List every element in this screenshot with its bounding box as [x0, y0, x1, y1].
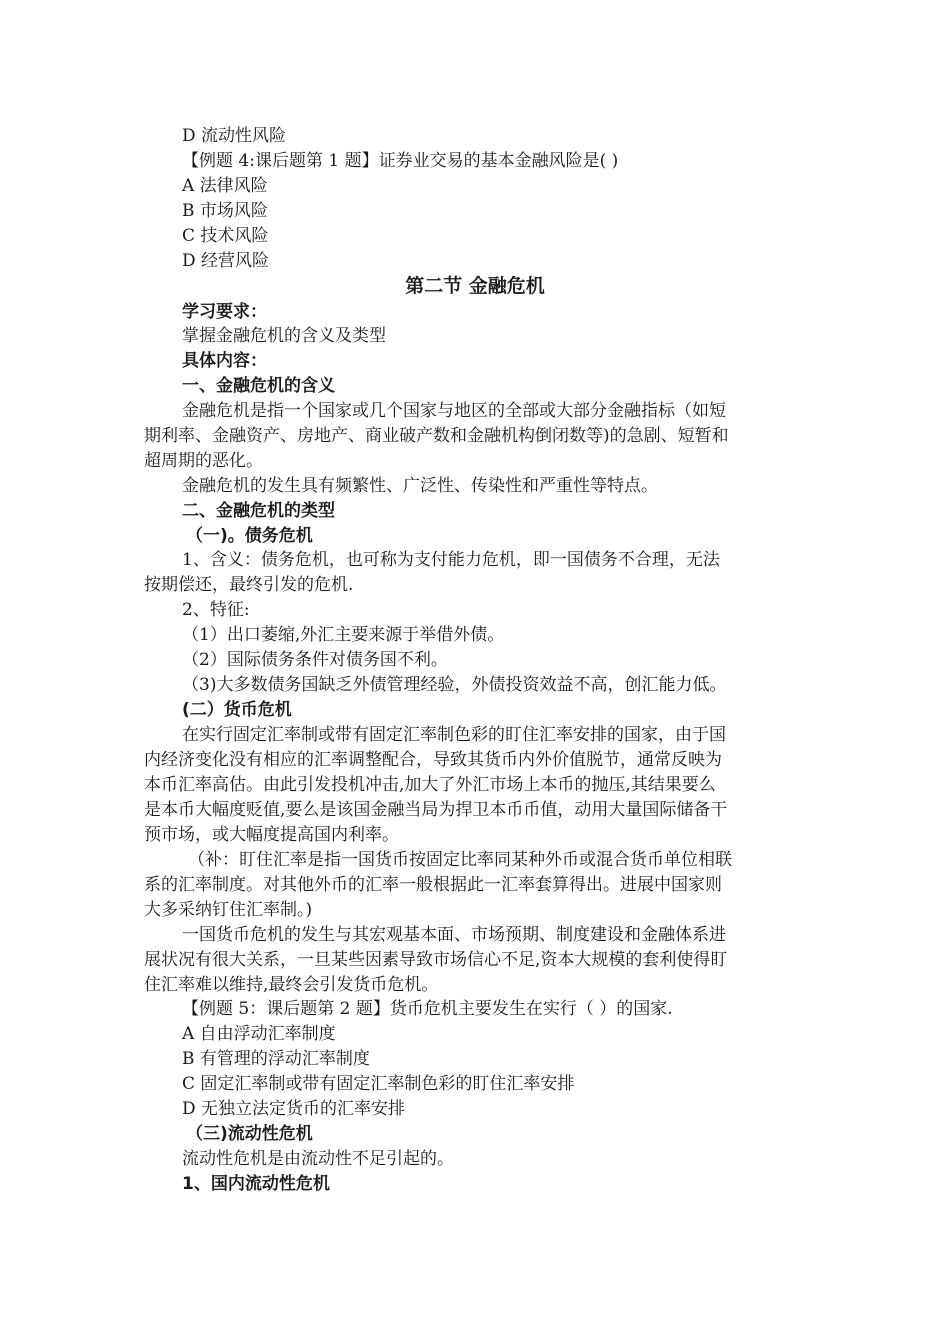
paragraph-line: 1、含义：债务危机，也可称为支付能力危机，即一国债务不合理，无法 [182, 550, 720, 570]
paragraph-line: 一国货币危机的发生与其宏观基本面、市场预期、制度建设和金融体系进 [182, 925, 726, 945]
study-requirement-text: 掌握金融危机的含义及类型 [182, 326, 386, 346]
paragraph-line: 金融危机的发生具有频繁性、广泛性、传染性和严重性等特点。 [182, 476, 658, 496]
paragraph-line: 内经济变化没有相应的汇率调整配合，导致其货币内外价值脱节，通常反映为 [144, 750, 722, 770]
list-item: （2）国际债务条件对债务国不利。 [182, 650, 448, 670]
paragraph-line: 流动性危机是由流动性不足引起的。 [182, 1149, 454, 1169]
option-d-operation-risk: D 经营风险 [182, 251, 270, 271]
paragraph-line: 系的汇率制度。对其他外币的汇率一般根据此一汇率套算得出。进展中国家则 [144, 875, 722, 895]
heading-types: 二、金融危机的类型 [182, 501, 335, 521]
option-a-legal-risk: A 法律风险 [182, 176, 268, 196]
paragraph-line: 2、特征: [182, 600, 250, 620]
paragraph-line: 展状况有很大关系，一旦某些因素导致市场信心不足,资本大规模的套利使得盯 [144, 950, 728, 970]
paragraph-line: 是本币大幅度贬值,要么是该国金融当局为捍卫本币币值，动用大量国际储备干 [144, 800, 728, 820]
paragraph-line: 期利率、金融资产、房地产、商业破产数和金融机构倒闭数等)的急剧、短暂和 [144, 426, 729, 446]
option-c-tech-risk: C 技术风险 [182, 226, 269, 246]
content-heading: 具体内容： [182, 351, 267, 371]
subheading-currency-crisis: (二）货币危机 [182, 700, 292, 720]
list-item: （1）出口萎缩,外汇主要来源于举借外债。 [182, 625, 505, 645]
paragraph-line: 预市场，或大幅度提高国内利率。 [144, 825, 399, 845]
paragraph-line: 超周期的恶化。 [144, 451, 263, 471]
option-c: C 固定汇率制或带有固定汇率制色彩的盯住汇率安排 [182, 1074, 575, 1094]
option-b: B 有管理的浮动汇率制度 [182, 1049, 370, 1069]
option-b-market-risk: B 市场风险 [182, 201, 268, 221]
paragraph-line: 金融危机是指一个国家或几个国家与地区的全部或大部分金融指标（如短 [182, 401, 726, 421]
subheading-domestic-liquidity: 1、国内流动性危机 [182, 1174, 330, 1194]
option-a: A 自由浮动汇率制度 [182, 1024, 336, 1044]
heading-definition: 一、金融危机的含义 [182, 376, 335, 396]
paragraph-line: 本币汇率高估。由此引发投机冲击,加大了外汇市场上本币的抛压,其结果要么 [144, 775, 716, 795]
example-4-question: 【例题 4:课后题第 1 题】证券业交易的基本金融风险是( ) [182, 151, 619, 171]
paragraph-line: （补：盯住汇率是指一国货币按固定比率同某种外币或混合货币单位相联 [188, 850, 732, 870]
paragraph-line: 在实行固定汇率制或带有固定汇率制色彩的盯住汇率安排的国家，由于国 [182, 725, 726, 745]
list-item: （3)大多数债务国缺乏外债管理经验，外债投资效益不高，创汇能力低。 [182, 675, 727, 695]
subheading-liquidity-crisis: （三)流动性危机 [186, 1124, 313, 1144]
option-d-liquidity-risk: D 流动性风险 [182, 126, 287, 146]
study-requirement-heading: 学习要求： [182, 302, 267, 322]
section-title: 第二节 金融危机 [405, 275, 545, 297]
paragraph-line: 住汇率难以维持,最终会引发货币危机。 [144, 975, 439, 995]
paragraph-line: 按期偿还，最终引发的危机. [144, 575, 354, 595]
subheading-debt-crisis: （一)。债务危机 [186, 526, 313, 546]
option-d: D 无独立法定货币的汇率安排 [182, 1099, 406, 1119]
paragraph-line: 大多采纳钉住汇率制。) [144, 900, 313, 920]
example-5-question: 【例题 5：课后题第 2 题】货币危机主要发生在实行（ ）的国家. [182, 999, 673, 1019]
